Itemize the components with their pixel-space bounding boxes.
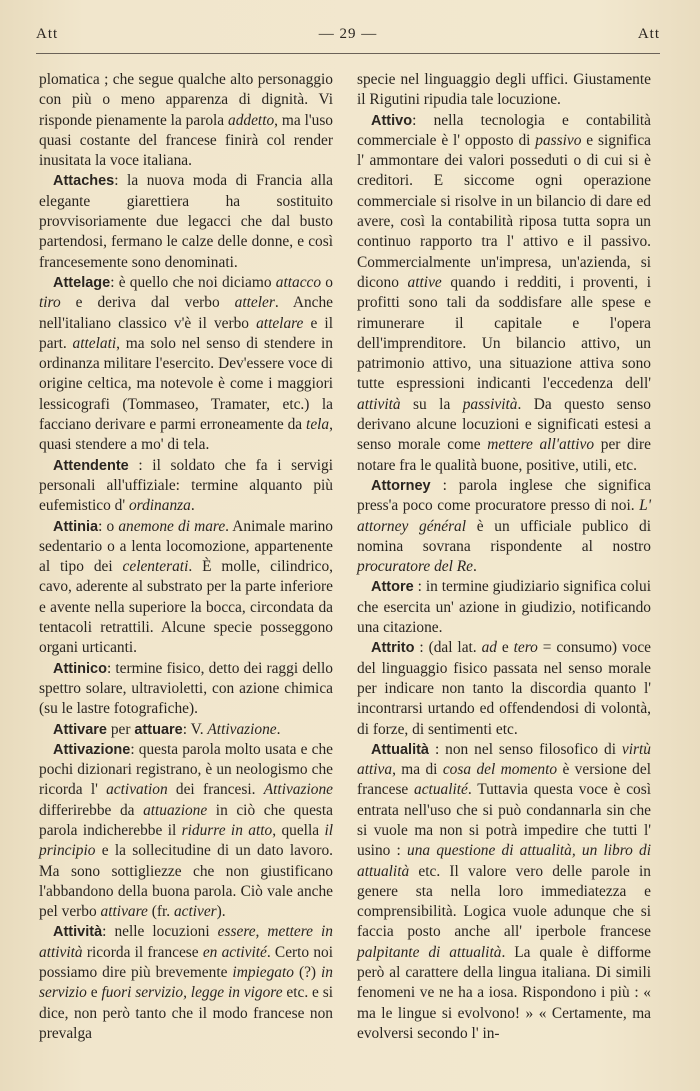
continued-paragraph [39,70,333,171]
dictionary-entry [39,740,333,923]
italic-term: attività [357,395,401,413]
italic-term: L' attorney général [357,497,651,535]
italic-term: palpitante di attualità [357,943,502,961]
italic-term: passivo [535,131,582,149]
body-text: e la sollecitudine di un dato lavoro. Ma sono sottigliezze che non giustificano l'abbandono della buona parola. Ciò vale anche pel verbo [39,842,333,921]
body-text: . [190,497,195,515]
entry-headword: Attaches [53,173,115,190]
dictionary-entry [357,740,651,1044]
dictionary-entry [39,273,333,456]
body-text: : termine fisico, detto dei raggi dello spettro solare, ultravioletti, con azione chimica (su le lastre fotografiche). [39,659,333,718]
body-text: . Certo noi possiamo dire più brevemente [39,943,333,982]
body-text: . È molle, cilindrico, cavo, aderente al substrato per la parte inferiore e avente nella superiore la bocca, circondata da tentacoli retrattili. Alcune specie posseggono organi urticanti. [39,558,333,657]
italic-term: Attivazione [207,720,277,738]
entry-headword: Attinia [53,518,99,535]
body-text: . [276,720,281,738]
body-text: plomatica ; che segue qualche alto personaggio con più o meno apparenza di dignità. Vi risponde pienamente la parola [39,71,333,129]
body-text: (?) [293,964,322,982]
entry-headword: Attivare [53,721,107,738]
dictionary-entry [39,456,333,517]
body-text: è un ufficiale publico di nomina sovrana rispondente al nostro [357,517,651,555]
body-text: : il soldato che fa i servigi personali all'uffiziale: termine alquanto più eufemistico d' [39,456,333,515]
body-text: : la nuova moda di Francia alla elegante giarettiera ha sostituito provvisoriamente due legacci che dal busto partendosi, fermano le calze delle donne, e così francesemente sono denominati. [39,172,333,271]
body-text: : nella tecnologia e contabilità commerciale è l' opposto di [357,111,651,149]
italic-term: procuratore del Re [357,558,473,576]
italic-term: fuori servizio, legge in vigore [101,984,283,1002]
italic-term: cosa del momento [442,761,558,779]
italic-term: tiro [39,294,61,312]
body-text: e il part. [39,314,333,352]
continued-paragraph [357,70,651,111]
right-text-column [357,70,651,1044]
italic-term: una questione di attualità, un libro di attualità [357,842,651,880]
running-header [36,26,660,48]
body-text: e significa l' ammontare dei valori posseduti o di cui si è creditori. E siccome ogni operazione commerciale si risolve in un bilancio di dare ed avere, così la contabilità riposa tutta sopra un continuo rapporto tra l' attivo e il passivo. Commercialmente un'impresa, un'azienda, si dicono [357,131,651,291]
dictionary-entry [39,517,333,659]
dictionary-entry [39,171,333,272]
body-text: , ma di [392,761,443,779]
header-right-word: Att [637,26,660,42]
italic-term: ridurre in atto [181,821,273,839]
italic-term: attelare [256,314,304,332]
left-text-column [39,70,333,1044]
page-number: — 29 — [318,26,378,42]
body-text: ricorda il francese [82,943,203,961]
italic-term: addetto [228,111,275,129]
entry-headword: Attività [53,924,103,941]
entry-headword: Attendente [53,457,129,474]
entry-headword: Attualità [371,741,429,758]
body-text: etc. e si dice, non però tanto che il modo francese non prevalga [39,984,333,1042]
body-text: . La quale è difforme però al carattere della lingua italiana. Di simili fenomeni ve ne ha a iosa. Rispondono i più : « ma le lingue si evolvono! » « Certamente, ma evolversi secondo l' in- [357,943,651,1042]
body-text: . Tuttavia questa voce è così entrata nell'uso che si può condannarla sin che si vuole ma non si potrà impedire che tutti l' usino : [357,781,652,860]
entry-headword: Attelage [53,274,111,291]
entry-headword: Attore [371,579,414,596]
body-text: = consumo) voce del linguaggio fisico passata nel senso morale per indicare non tanto la discordia quanto l' incontrarsi urtando ed offendendosi di volontà, di forze, di sentimenti etc. [357,639,651,738]
entry-headword: Attivo [371,112,413,129]
body-text: . Da questo senso derivano alcune locuzioni e significati estesi a senso morale come [357,395,651,454]
italic-term: attive [407,273,442,291]
body-text: : è quello che noi diciamo [110,273,276,291]
italic-term: celenterati [122,558,189,576]
italic-term: virtù attiva [357,740,651,779]
body-text: : nelle locuzioni [102,923,218,941]
body-text: . [472,558,477,576]
body-text: : in termine giudiziario significa colui che esercita un' azione in giudizio, notificando una citazione. [357,578,651,637]
entry-headword: Attorney [371,477,431,494]
body-text: , quella [272,821,325,839]
body-text: o [321,273,334,291]
body-text: , ma solo nel senso di stendere in ordinanza militare l'esercito. Dev'essere voce di origine celtica, ma notevole è come i maggiori lessicografi (Tommaseo, Tramater, etc.) la facciano derivare e parmi erroneamente da [39,334,334,434]
body-text: e [86,984,102,1002]
entry-headword: Attinico [53,660,107,677]
entry-headword: Attrito [371,640,415,657]
body-text: : parola inglese che significa press'a poco come procuratore presso di noi. [357,476,651,515]
body-text: e deriva dal verbo [60,294,235,312]
body-text: dei francesi. [167,781,264,799]
body-text: per [107,720,135,738]
italic-term: essere, mettere in attività [39,923,333,961]
italic-term: ordinanza [128,497,191,515]
italic-term: tela [306,416,330,434]
body-text: per dire notare fra le qualità buone, positive, utili, etc. [357,436,651,474]
italic-term: il principio [39,821,333,860]
dictionary-entry [39,922,333,1044]
italic-term: attacco [275,273,322,291]
italic-term: tero [513,639,538,657]
body-text: in ciò che questa parola indicherebbe il [39,801,334,839]
italic-term: ad [481,639,497,657]
body-text: quando i redditi, i proventi, i profitti sono tali da soddisfare alle spese e rimunerare il capitale e l'opera dell'imprenditore. Un bilancio attivo, un patrimonio attivo, una situazione attiva sono tutte espressioni indicanti l'eccedenza dell' [357,273,651,393]
dictionary-entry [357,476,651,577]
dictionary-entry [39,720,333,740]
italic-term: en activité [202,943,267,961]
italic-term: attivare [100,903,148,921]
body-text: ). [216,903,226,921]
body-text: su la [400,395,463,413]
body-text: : V. [182,720,208,738]
header-left-word: Att [36,26,59,42]
body-text: è versione del francese [357,761,651,799]
body-text: : non nel senso filosofico di [429,740,622,758]
body-text: , ma l'uso quasi costante del francese finirà col render inusitata la voce italiana. [39,111,333,170]
body-text: etc. Il valore vero delle parole in genere sta nella loro immediatezza e comprensibilità. Logica vuole adunque che si faccia posto anche all' iperbole francese [357,862,651,941]
italic-term: attelati [72,334,117,352]
italic-term: actualité [414,781,468,799]
dictionary-entry [39,659,333,720]
italic-term: in servizio [39,964,333,1002]
body-text: , quasi stendere a mo' di tela. [39,416,333,454]
italic-term: impiegato [232,964,294,982]
dictionary-entry [357,638,651,739]
body-text: (fr. [147,903,174,921]
entry-headword: attuare [134,721,183,738]
italic-term: anemone di mare [118,517,226,535]
body-text: : o [98,517,119,535]
italic-term: activation [106,781,168,799]
body-text: e [496,639,514,657]
italic-term: passività [462,395,518,413]
dictionary-entry [357,577,651,638]
body-text: specie nel linguaggio degli uffici. Giustamente il Rigutini ripudia tale locuzione. [357,71,651,109]
body-text: : questa parola molto usata e che pochi dizionari registrano, è un neologismo che ricorda l' [39,740,333,799]
italic-term: atteler [234,294,275,312]
body-text: differirebbe da [39,801,144,819]
body-text: : (dal lat. [414,639,482,657]
italic-term: mettere all'attivo [487,436,595,454]
italic-term: attuazione [143,801,208,819]
body-text: . Animale marino sedentario o a lenta locomozione, appartenente al tipo dei [39,517,333,576]
entry-headword: Attivazione [53,741,131,758]
italic-term: Attivazione [263,781,333,799]
body-text: . Anche nell'italiano classico v'è il verbo [39,294,333,332]
italic-term: activer [173,903,217,921]
dictionary-entry [357,111,651,476]
header-rule [36,53,660,54]
